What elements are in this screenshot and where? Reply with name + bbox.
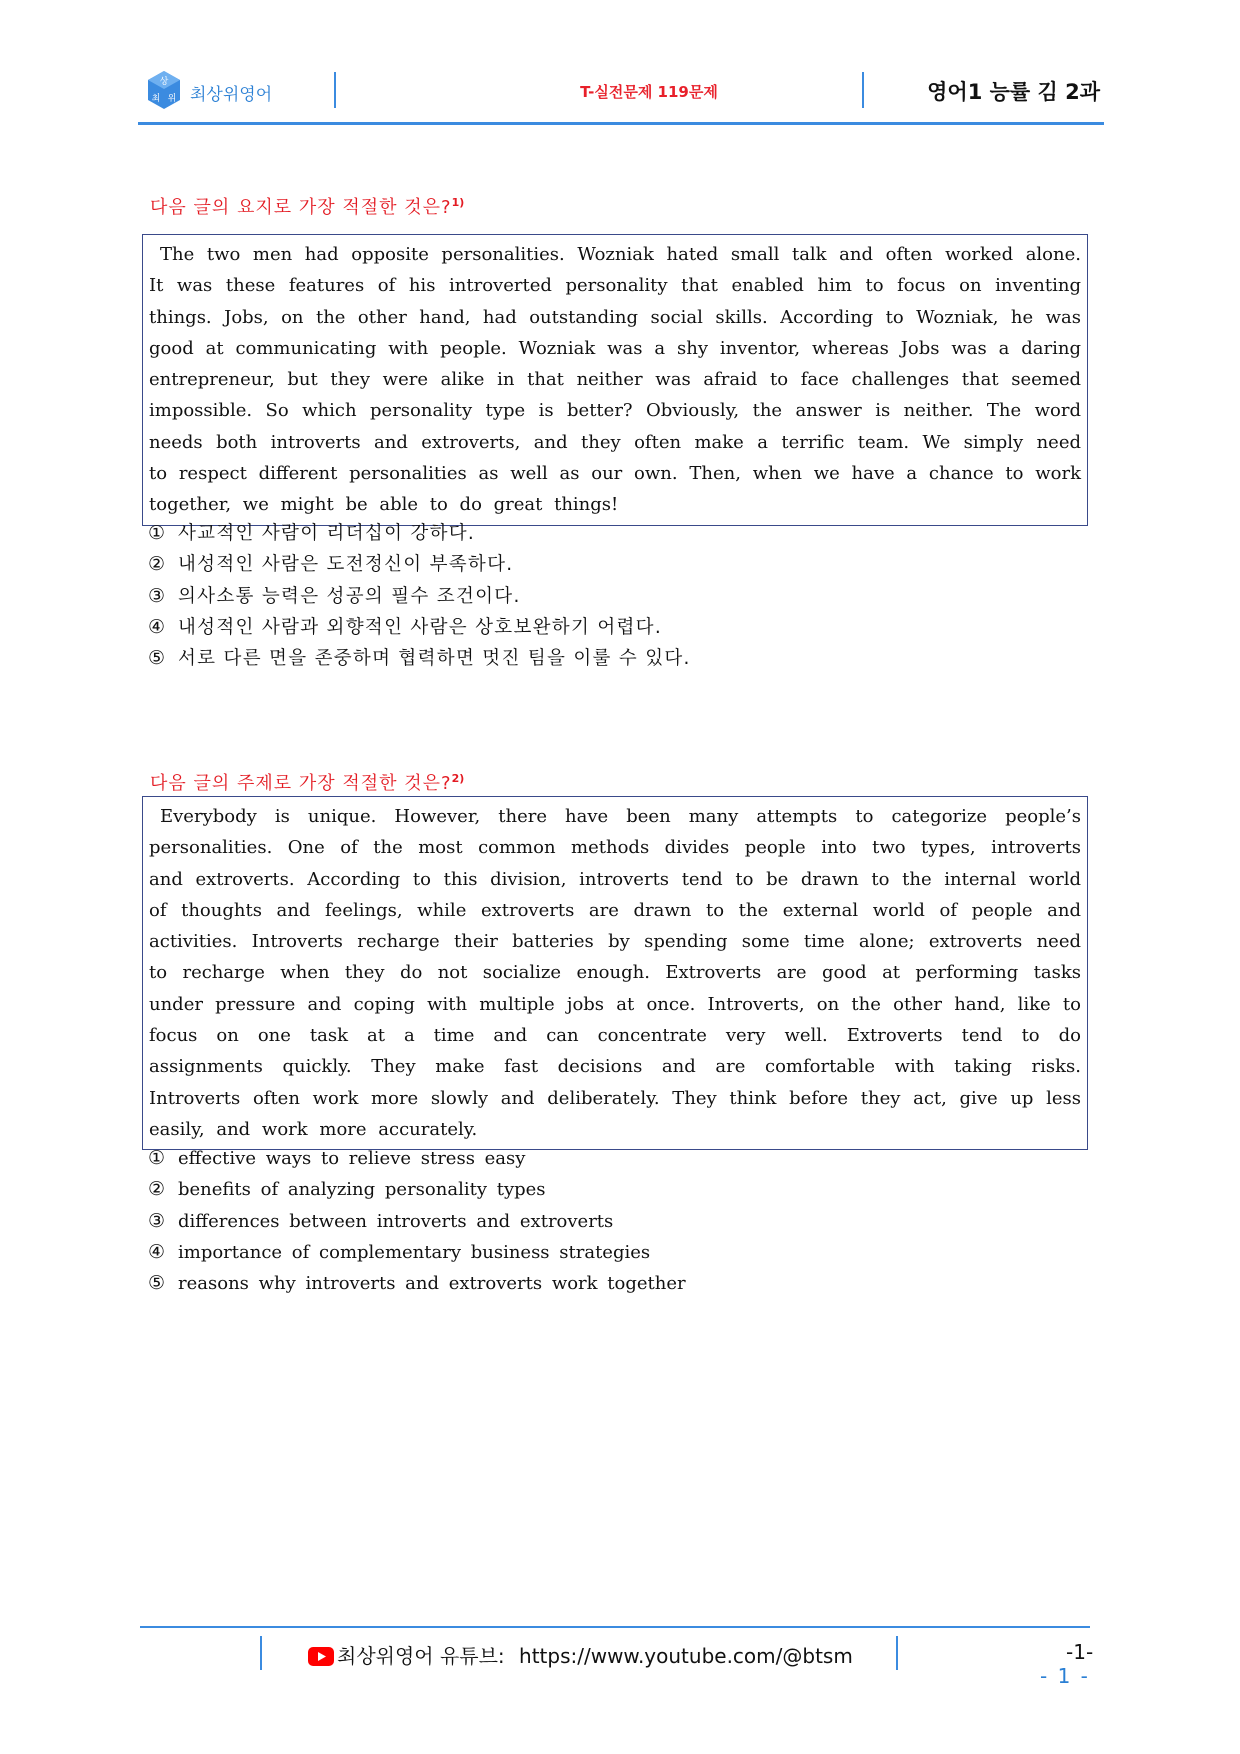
question-title-text: 다음 글의 요지로 가장 적절한 것은? <box>150 197 452 218</box>
youtube-icon <box>308 1647 334 1666</box>
choice-item[interactable] <box>148 1237 1048 1268</box>
passage-box <box>142 796 1088 1150</box>
choice-list <box>148 518 1048 674</box>
choice-text: differences between introverts and extroverts <box>178 1210 614 1232</box>
choice-text: effective ways to relieve stress easy <box>178 1148 526 1169</box>
footer-divider <box>896 1636 898 1670</box>
choice-item[interactable] <box>148 643 1048 674</box>
choice-number: ① <box>148 1147 166 1169</box>
choice-number: ④ <box>148 615 167 638</box>
header-divider <box>334 72 336 108</box>
choice-number: ③ <box>148 584 167 607</box>
choice-number: ④ <box>148 1240 166 1263</box>
passage-text: The two men had opposite personalities. Wozniak hated small talk and often worked alone. It was these features of his introverted personality that enabled him to focus on inventing things. Jobs, on the other hand, had outstanding social skills. According to Wozniak, he was good at communicating with people. Wozniak was a shy inventor, whereas Jobs was a daring entrepreneur, but they were alike in that neither was afraid to face challenges that seemed impossible. So which personality type is better? Obviously, the answer is neither. The word needs both introverts and extroverts, and they often make a terrific team. We simply need to respect different personalities as well as our own. Then, when we have a chance to work together, we might be able to do great things! <box>149 244 1081 516</box>
choice-number: ⑤ <box>148 1272 166 1295</box>
question-title-text: 다음 글의 주제로 가장 적절한 것은? <box>150 773 452 794</box>
choice-number: ① <box>148 522 167 544</box>
page-number: - 1 - <box>1040 1664 1090 1688</box>
choice-text: 내성적인 사람은 도전정신이 부족하다. <box>178 554 514 576</box>
footnote-mark: 2) <box>451 772 465 785</box>
logo-icon <box>146 70 182 110</box>
footer-divider <box>260 1636 262 1670</box>
choice-number: ② <box>148 553 167 576</box>
passage-text: Everybody is unique. However, there have been many attempts to categorize people’s personalities. One of the most common methods divides people into two types, introverts and extroverts. According to this division, introverts tend to be drawn to the internal world of thoughts and feelings, while extroverts are drawn to the external world of people and activities. Introverts recharge their batteries by spending some time alone; extroverts need to recharge when they do not socialize enough. Extroverts are good at performing tasks under pressure and coping with multiple jobs at once. Introverts, on the other hand, like to focus on one task at a time and can concentrate very well. Extroverts tend to do assignments quickly. They make fast decisions and are comfortable with taking risks. Introverts often work more slowly and deliberately. They think before they act, give up less easily, and work more accurately. <box>149 806 1081 1140</box>
question-title <box>150 769 464 795</box>
choice-item[interactable] <box>148 1206 1048 1237</box>
choice-number: ⑤ <box>148 647 167 670</box>
choice-text: 의사소통 능력은 성공의 필수 조건이다. <box>178 585 521 607</box>
choice-item[interactable] <box>148 581 1048 612</box>
page-number-small: -1- <box>1066 1640 1094 1664</box>
svg-text:위: 위 <box>167 94 177 104</box>
choice-text: 서로 다른 면을 존중하며 협력하면 멋진 팀을 이룰 수 있다. <box>178 648 691 670</box>
question-title <box>150 193 464 219</box>
choice-text: importance of complementary business strategies <box>178 1241 651 1263</box>
header-center-title: T-실전문제 119문제 <box>580 83 718 101</box>
choice-text: benefits of analyzing personality types <box>178 1179 546 1201</box>
logo-text: 최상위영어 <box>190 85 273 105</box>
choice-item[interactable] <box>148 1174 1048 1205</box>
choice-item[interactable] <box>148 518 1048 549</box>
youtube-link[interactable]: https://www.youtube.com/@btsm <box>519 1644 853 1668</box>
choice-text: 내성적인 사람과 외향적인 사람은 상호보완하기 어렵다. <box>178 616 663 638</box>
header-rule <box>138 122 1104 125</box>
footnote-mark: 1) <box>451 196 465 209</box>
svg-text:최: 최 <box>151 94 161 104</box>
passage-box <box>142 234 1088 526</box>
choice-item[interactable] <box>148 612 1048 643</box>
footer-rule <box>140 1626 1090 1628</box>
choice-number: ② <box>148 1178 166 1201</box>
choice-list <box>148 1143 1048 1299</box>
page-header <box>138 60 1104 124</box>
youtube-label: 최상위영어 유튜브: <box>337 1644 505 1668</box>
header-right-title: 영어1 능률 김 2과 <box>927 80 1100 104</box>
choice-number: ③ <box>148 1209 166 1232</box>
choice-item[interactable] <box>148 549 1048 580</box>
footer-youtube <box>308 1640 853 1669</box>
choice-item[interactable] <box>148 1268 1048 1299</box>
choice-text: 사교적인 사람이 리더십이 강하다. <box>178 523 476 544</box>
choice-item[interactable] <box>148 1143 1048 1174</box>
header-divider <box>862 72 864 108</box>
choice-text: reasons why introverts and extroverts work together <box>178 1273 686 1295</box>
svg-text:상: 상 <box>159 77 169 87</box>
